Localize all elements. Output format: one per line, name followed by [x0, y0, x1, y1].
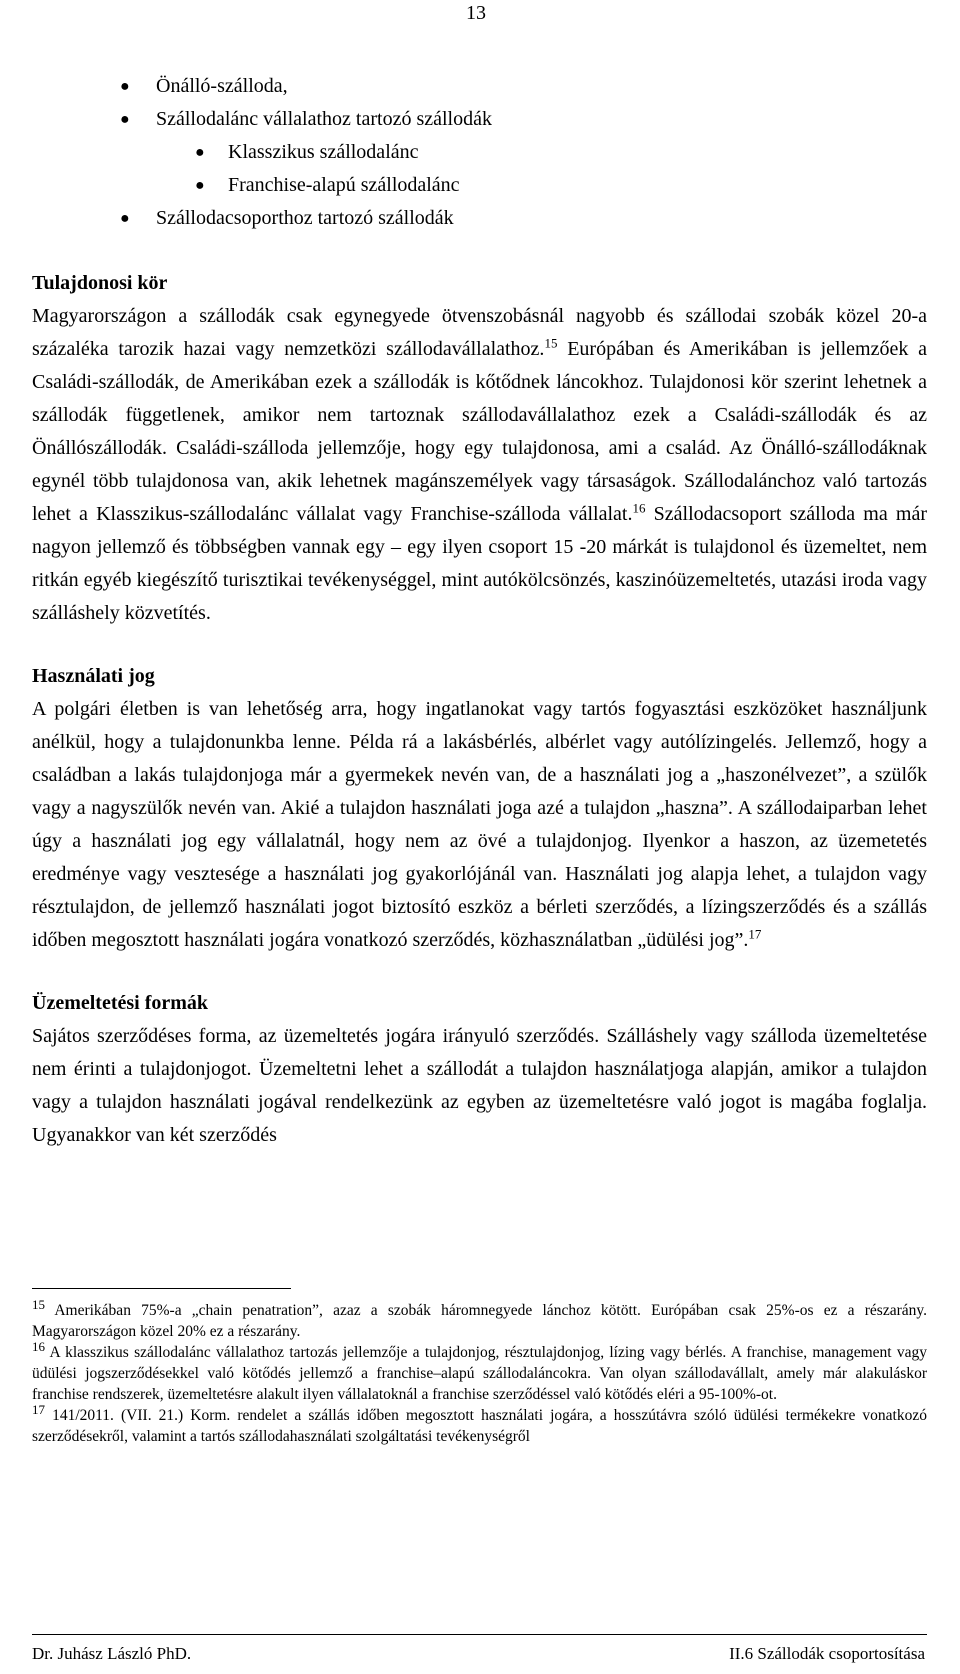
footer-section-title: II.6 Szállodák csoportosítása: [729, 1644, 925, 1663]
sublist-item-text: Klasszikus szállodalánc: [228, 141, 419, 163]
footnote-17: [32, 1401, 927, 1447]
ownership-paragraph: [32, 300, 927, 630]
operation-section: [32, 987, 927, 1152]
list-item: [32, 103, 927, 136]
bullet-icon: ●: [195, 144, 205, 161]
list-item-text: Szállodalánc vállalathoz tartozó szállodák: [156, 108, 492, 130]
list-item: [32, 202, 927, 235]
hotel-chain-sublist: [32, 136, 927, 202]
footnote-15: [32, 1296, 927, 1342]
footnote-divider: [32, 1288, 291, 1289]
page-number: 13: [466, 2, 486, 24]
bullet-icon: ●: [120, 78, 130, 95]
bullet-icon: ●: [120, 210, 130, 227]
text-span: Szállodacsoport szálloda ma már nagyon jellemző és többségben vannak egy – egy ilyen csoport 15 -20 márkát is tulajdonol és üzemeltet, nem ritkán egyéb kiegészítő turisztikai tevékenységgel, mint autókölcsönzés, kaszinóüzemeltetés, utazási iroda vagy szálláshely közvetítés.: [32, 503, 927, 624]
sublist-item: [32, 169, 927, 202]
ownership-heading: Tulajdonosi kör: [32, 272, 168, 294]
footnote-number: 16: [32, 1338, 45, 1354]
footnote-text: Amerikában 75%-a „chain penatration”, azaz a szobák háromnegyede lánchoz kötött. Európában csak 25%-os ez a részarány. Magyarországon közel 20% ez a részarány.: [32, 1302, 927, 1340]
bullet-icon: ●: [195, 177, 205, 194]
main-content: [32, 70, 927, 1152]
footer-divider: [32, 1634, 927, 1635]
text-span: A polgári életben is van lehetőség arra, hogy ingatlanokat vagy tartós fogyasztási eszközöket használjunk anélkül, hogy a tulajdonunkba lenne. Példa rá a lakásbérlés, albérlet vagy autólízingelés. Jellemző, hogy a családban a lakás tulajdonjoga már a gyermekek nevén van, de a használati jog a „haszonélvezet”, a szülők vagy a nagyszülők nevén van. Akié a tulajdon használati joga azé a tulajdon „haszna”. A szállodaiparban lehet úgy a használati jog egy vállalatnál, hogy nem az övé a tulajdonjog. Ilyenkor a haszon, az üzemetetés eredménye vagy vesztesége a használati jog gyakorlójánál van. Használati jog alapja lehet, a tulajdon vagy résztulajdon, de jellemző használati jogot biztosító eszköz a bérleti szerződés, a lízingszerződés és a szállás időben megosztott használati jogára vonatkozó szerződés, közhasználatban „üdülési jog”.: [32, 698, 927, 951]
list-item: [32, 70, 927, 103]
list-item-text: Önálló-szálloda,: [156, 75, 288, 97]
footnote-ref-15[interactable]: 15: [544, 335, 558, 351]
ownership-section: [32, 267, 927, 630]
footnotes: [32, 1296, 927, 1447]
sublist-item: [32, 136, 927, 169]
footnote-16: [32, 1338, 927, 1405]
list-item-text: Szállodacsoporthoz tartozó szállodák: [156, 207, 454, 229]
footnote-number: 15: [32, 1296, 45, 1312]
sublist-item-text: Franchise-alapú szállodalánc: [228, 174, 460, 196]
operation-paragraph: Sajátos szerződéses forma, az üzemeltetés jogára irányuló szerződés. Szálláshely vagy szálloda üzemeltetése nem érinti a tulajdonjogot. Üzemeltetni lehet a szállodát a tulajdon használatjoga alapján, amikor a tulajdon vagy a tulajdon használati jogával rendelkezünk az egyben az üzemeltetésre való jogot is magába foglalja. Ugyanakkor van két szerződés: [32, 1025, 927, 1146]
footnote-ref-17[interactable]: 17: [748, 926, 762, 942]
usage-heading: Használati jog: [32, 665, 155, 687]
text-span: Magyarországon a szállodák csak egynegyede ötvenszobásnál nagyobb és szállodai szobák közel 20-a százaléka tarozik hazai vagy nemzetközi szállodavállalathoz.: [32, 305, 927, 360]
hotel-types-list-cont: [32, 202, 927, 235]
footnote-text: 141/2011. (VII. 21.) Korm. rendelet a szállás időben megosztott használati jogára, a hosszútávra szóló üdülési termékekre vonatkozó szerződésekről, valamint a tartós szállodahasználati szolgáltatási tevékenységről: [32, 1407, 927, 1445]
footnote-ref-16[interactable]: 16: [632, 500, 646, 516]
footnote-number: 17: [32, 1401, 45, 1417]
usage-paragraph: [32, 693, 927, 957]
text-span: Európában és Amerikában is jellemzőek a Családi-szállodák, de Amerikában ezek a szállodák is kőtődnek láncokhoz. Tulajdonosi kör szerint lehetnek a szállodák függetlenek, amikor nem tartoznak szállodavállalathoz ezek a Családi-szállodák és az Önállószállodák. Családi-szálloda jellemzője, hogy egy tulajdonosa, ami a család. Az Önálló-szállodáknak egynél több tulajdonosa van, akik lehetnek magánszemélyek vagy társaságok. Szállodalánchoz való tartozás lehet a Klasszikus-szállodalánc vállalat vagy Franchise-szálloda vállalat.: [32, 338, 927, 525]
footnote-text: A klasszikus szállodalánc vállalathoz tartozás jellemzője a tulajdonjog, résztulajdonjog, lízing vagy bérlés. A franchise, management vagy üdülési jogszerződésekkel való kötődés jellemző a franchise–alapú szállodaláncokra. Van olyan szállodavállalt, amely már alakuláskor franchise rendszerek, üzemeltetésre alakult ilyen vállalatoknál a franchise szerződéssel való kötődés eléri a 95-100%-ot.: [32, 1344, 927, 1403]
footer-author: Dr. Juhász László PhD.: [32, 1644, 192, 1663]
operation-heading: Üzemeltetési formák: [32, 992, 209, 1014]
usage-section: [32, 660, 927, 957]
hotel-types-list: [32, 70, 927, 136]
bullet-icon: ●: [120, 111, 130, 128]
